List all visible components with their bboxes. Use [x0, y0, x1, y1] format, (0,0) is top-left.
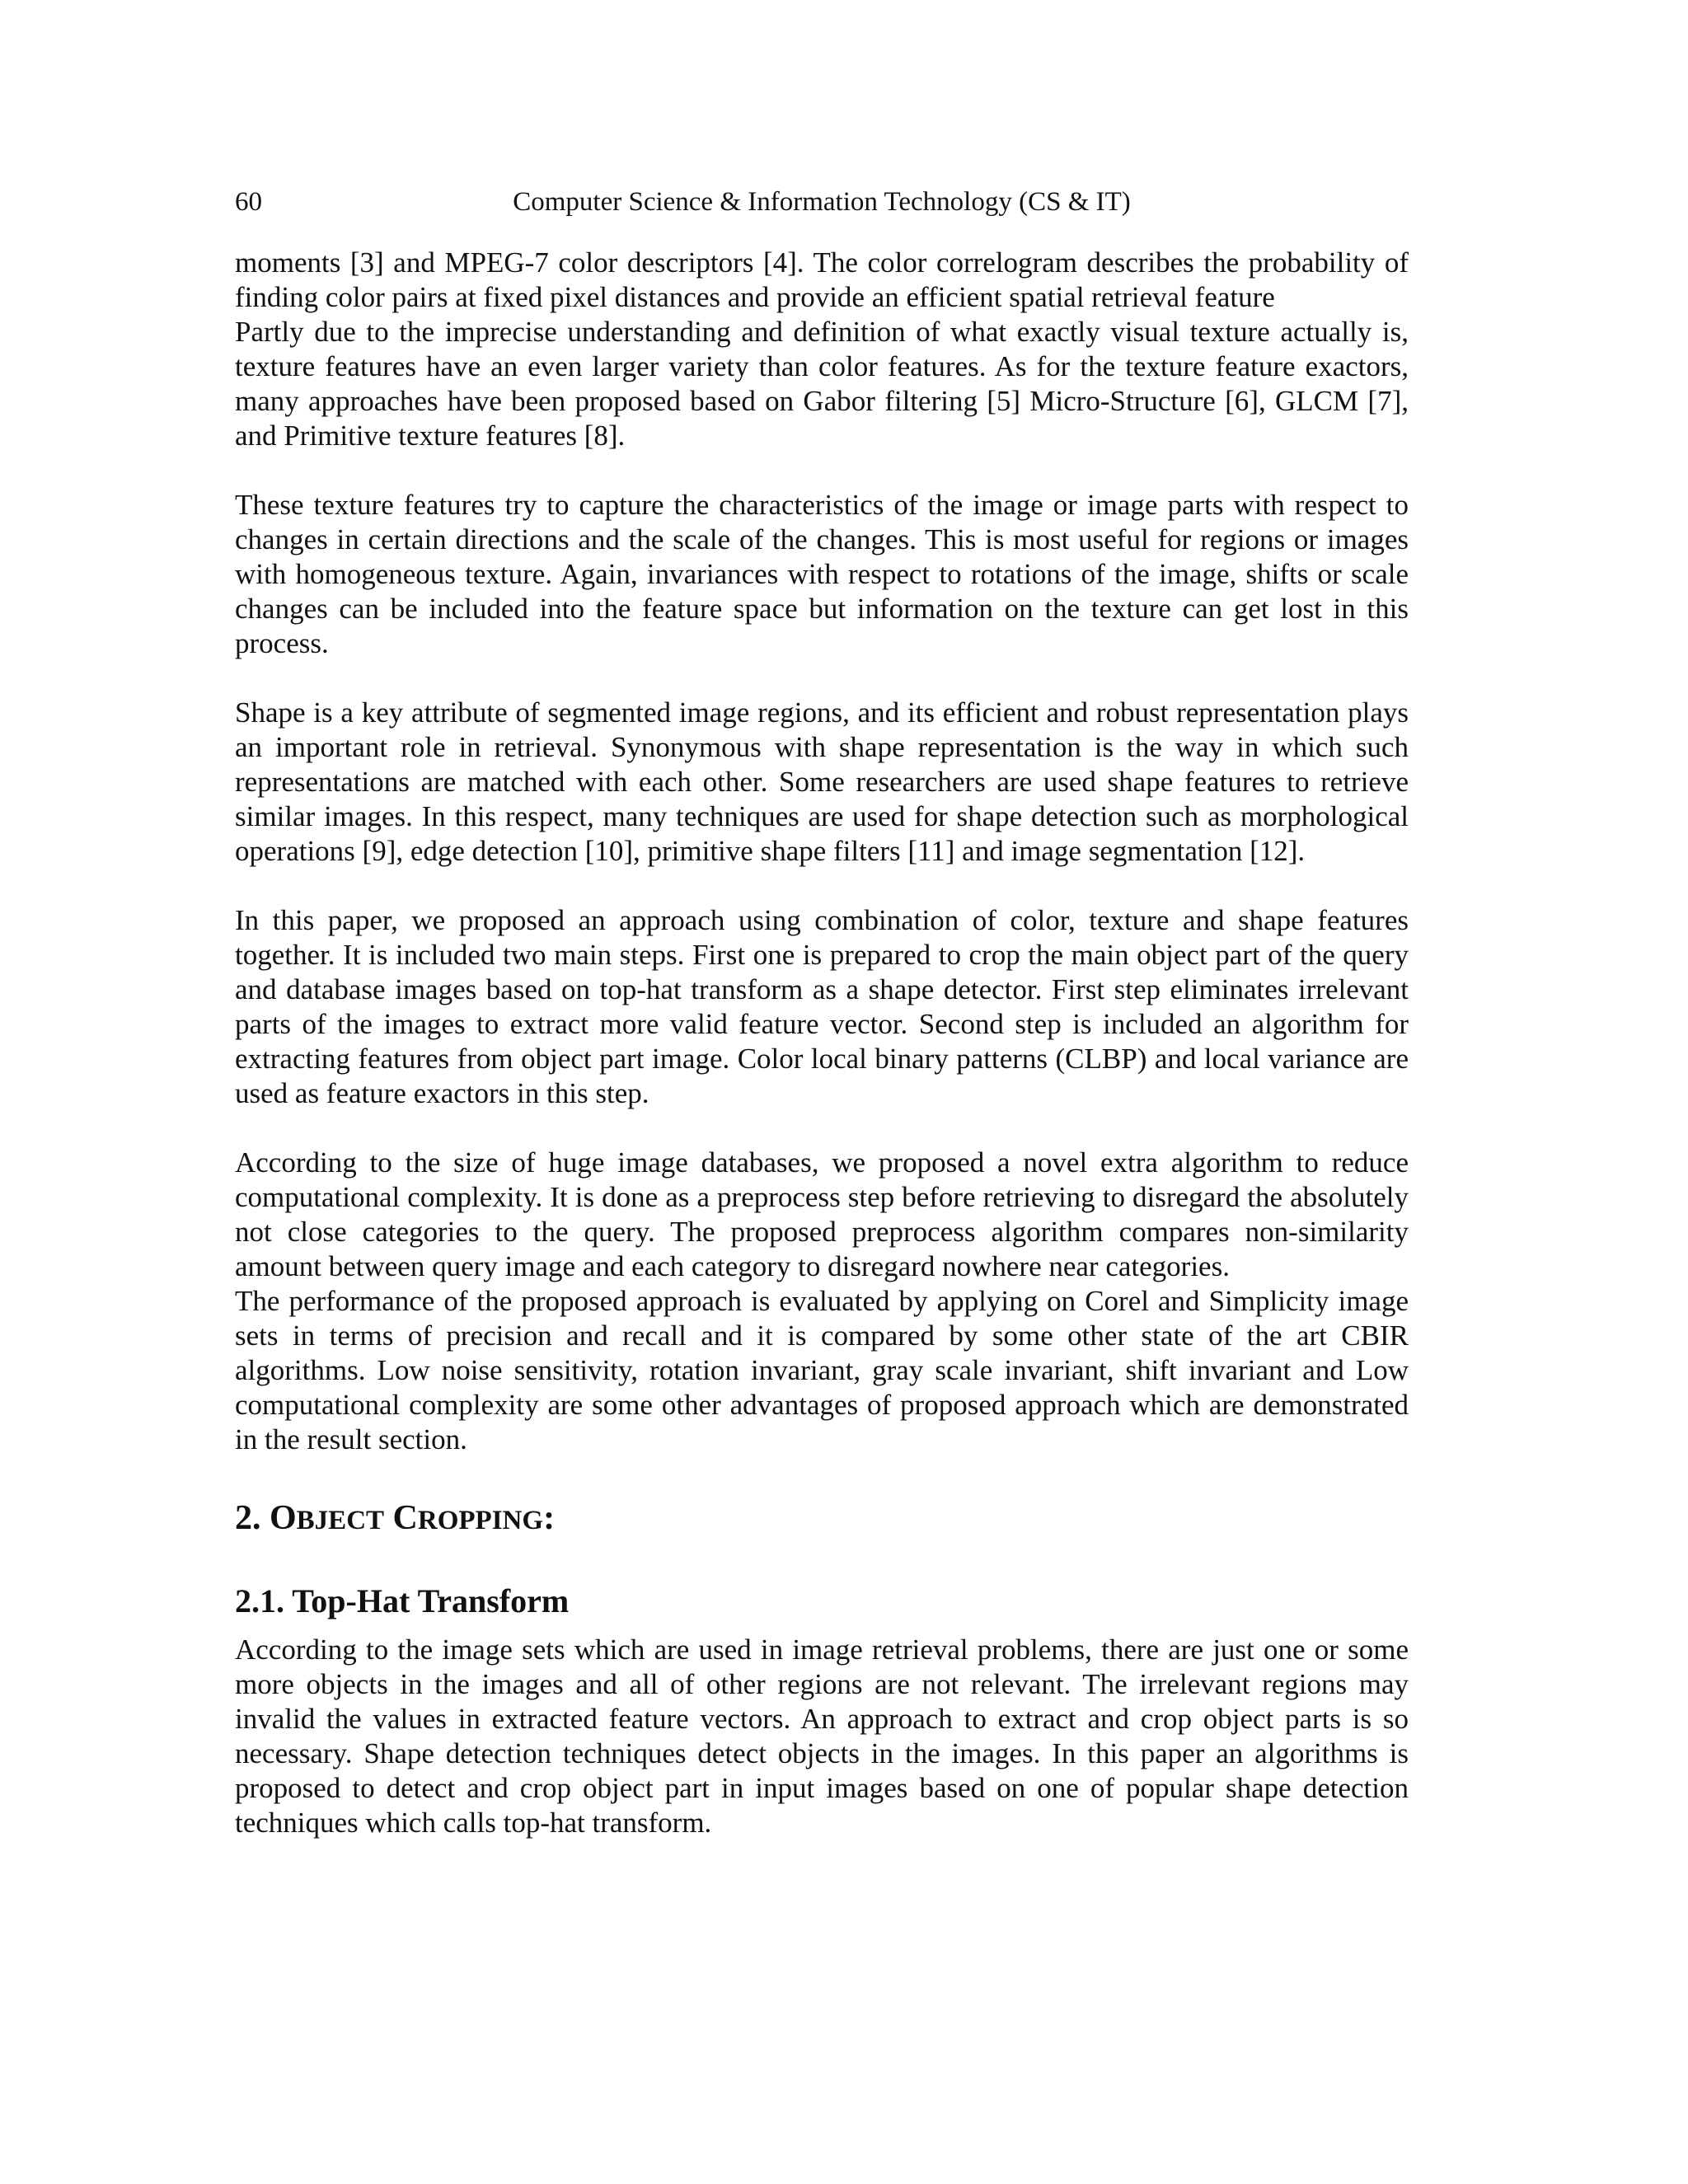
section-word1-rest: BJECT [296, 1506, 385, 1535]
paragraph-texture-characteristics: These texture features try to capture the characteristics of the image or image parts with respect to changes in certain directions and the scale of the changes. This is most useful for regions or images with homogeneous texture. Again, invariances with respect to rotations of the image, shifts or scale changes can be included into the feature space but information on the texture can get lost in this process. [235, 489, 1409, 659]
subsection-heading-top-hat: 2.1. Top-Hat Transform [235, 1582, 570, 1619]
running-header [235, 181, 1409, 223]
section-colon: : [543, 1499, 556, 1537]
paragraph-texture-features: Partly due to the imprecise understanding and definition of what exactly visual texture actually is, texture features have an even larger variety than color features. As for the texture feature exactors, many approaches have been proposed based on Gabor filtering [5] Micro-Structure [6], GLCM [7], and Primitive texture features [8]. [235, 316, 1409, 452]
page-number: 60 [235, 187, 262, 217]
section-word2-rest: ROPPING [417, 1506, 544, 1535]
body-text [235, 246, 1409, 1840]
paragraph-performance: The performance of the proposed approach is evaluated by applying on Corel and Simplicity image sets in terms of precision and recall and it is compared by some other state of the art CBIR algorithms. Low noise sensitivity, rotation invariant, gray scale invariant, shift invariant and Low computational complexity are some other advantages of proposed approach which are demonstrated in the result section. [235, 1285, 1409, 1455]
section-heading-object-cropping [235, 1493, 1409, 1545]
paragraph-shape-features: Shape is a key attribute of segmented image regions, and its efficient and robust representation plays an important role in retrieval. Synonymous with shape representation is the way in which such representations are matched with each other. Some researchers are used shape features to retrieve similar images. In this respect, many techniques are used for shape detection such as morphological operations [9], edge detection [10], primitive shape filters [11] and image segmentation [12]. [235, 696, 1409, 867]
paragraph-top-hat-transform: According to the image sets which are used in image retrieval problems, there are just one or some more objects in the images and all of other regions are not relevant. The irrelevant regions may invalid the values in extracted feature vectors. An approach to extract and crop object parts is so necessary. Shape detection techniques detect objects in the images. In this paper an algorithms is proposed to detect and crop object part in input images based on one of popular shape detection techniques which calls top-hat transform. [235, 1633, 1409, 1839]
paragraph-color-descriptors: moments [3] and MPEG-7 color descriptors [4]. The color correlogram describes the probability of finding color pairs at fixed pixel distances and provide an efficient spatial retrieval feature [235, 246, 1409, 313]
paragraph-proposed-approach: In this paper, we proposed an approach using combination of color, texture and shape features together. It is included two main steps. First one is prepared to crop the main object part of the query and database images based on top-hat transform as a shape detector. First step eliminates irrelevant parts of the images to extract more valid feature vector. Second step is included an algorithm for extracting features from object part image. Color local binary patterns (CLBP) and local variance are used as feature exactors in this step. [235, 904, 1409, 1109]
section-word2-initial: C [392, 1499, 418, 1537]
section-number: 2. [235, 1499, 261, 1537]
journal-title: Computer Science & Information Technology (CS & IT) [513, 187, 1131, 217]
paragraph-preprocess-algorithm: According to the size of huge image databases, we proposed a novel extra algorithm to reduce computational complexity. It is done as a preprocess step before retrieving to disregard the absolutely not close categories to the query. The proposed preprocess algorithm compares non-similarity amount between query image and each category to disregard nowhere near categories. [235, 1146, 1409, 1282]
paper-page [235, 181, 1409, 2159]
section-word1-initial: O [270, 1499, 297, 1537]
